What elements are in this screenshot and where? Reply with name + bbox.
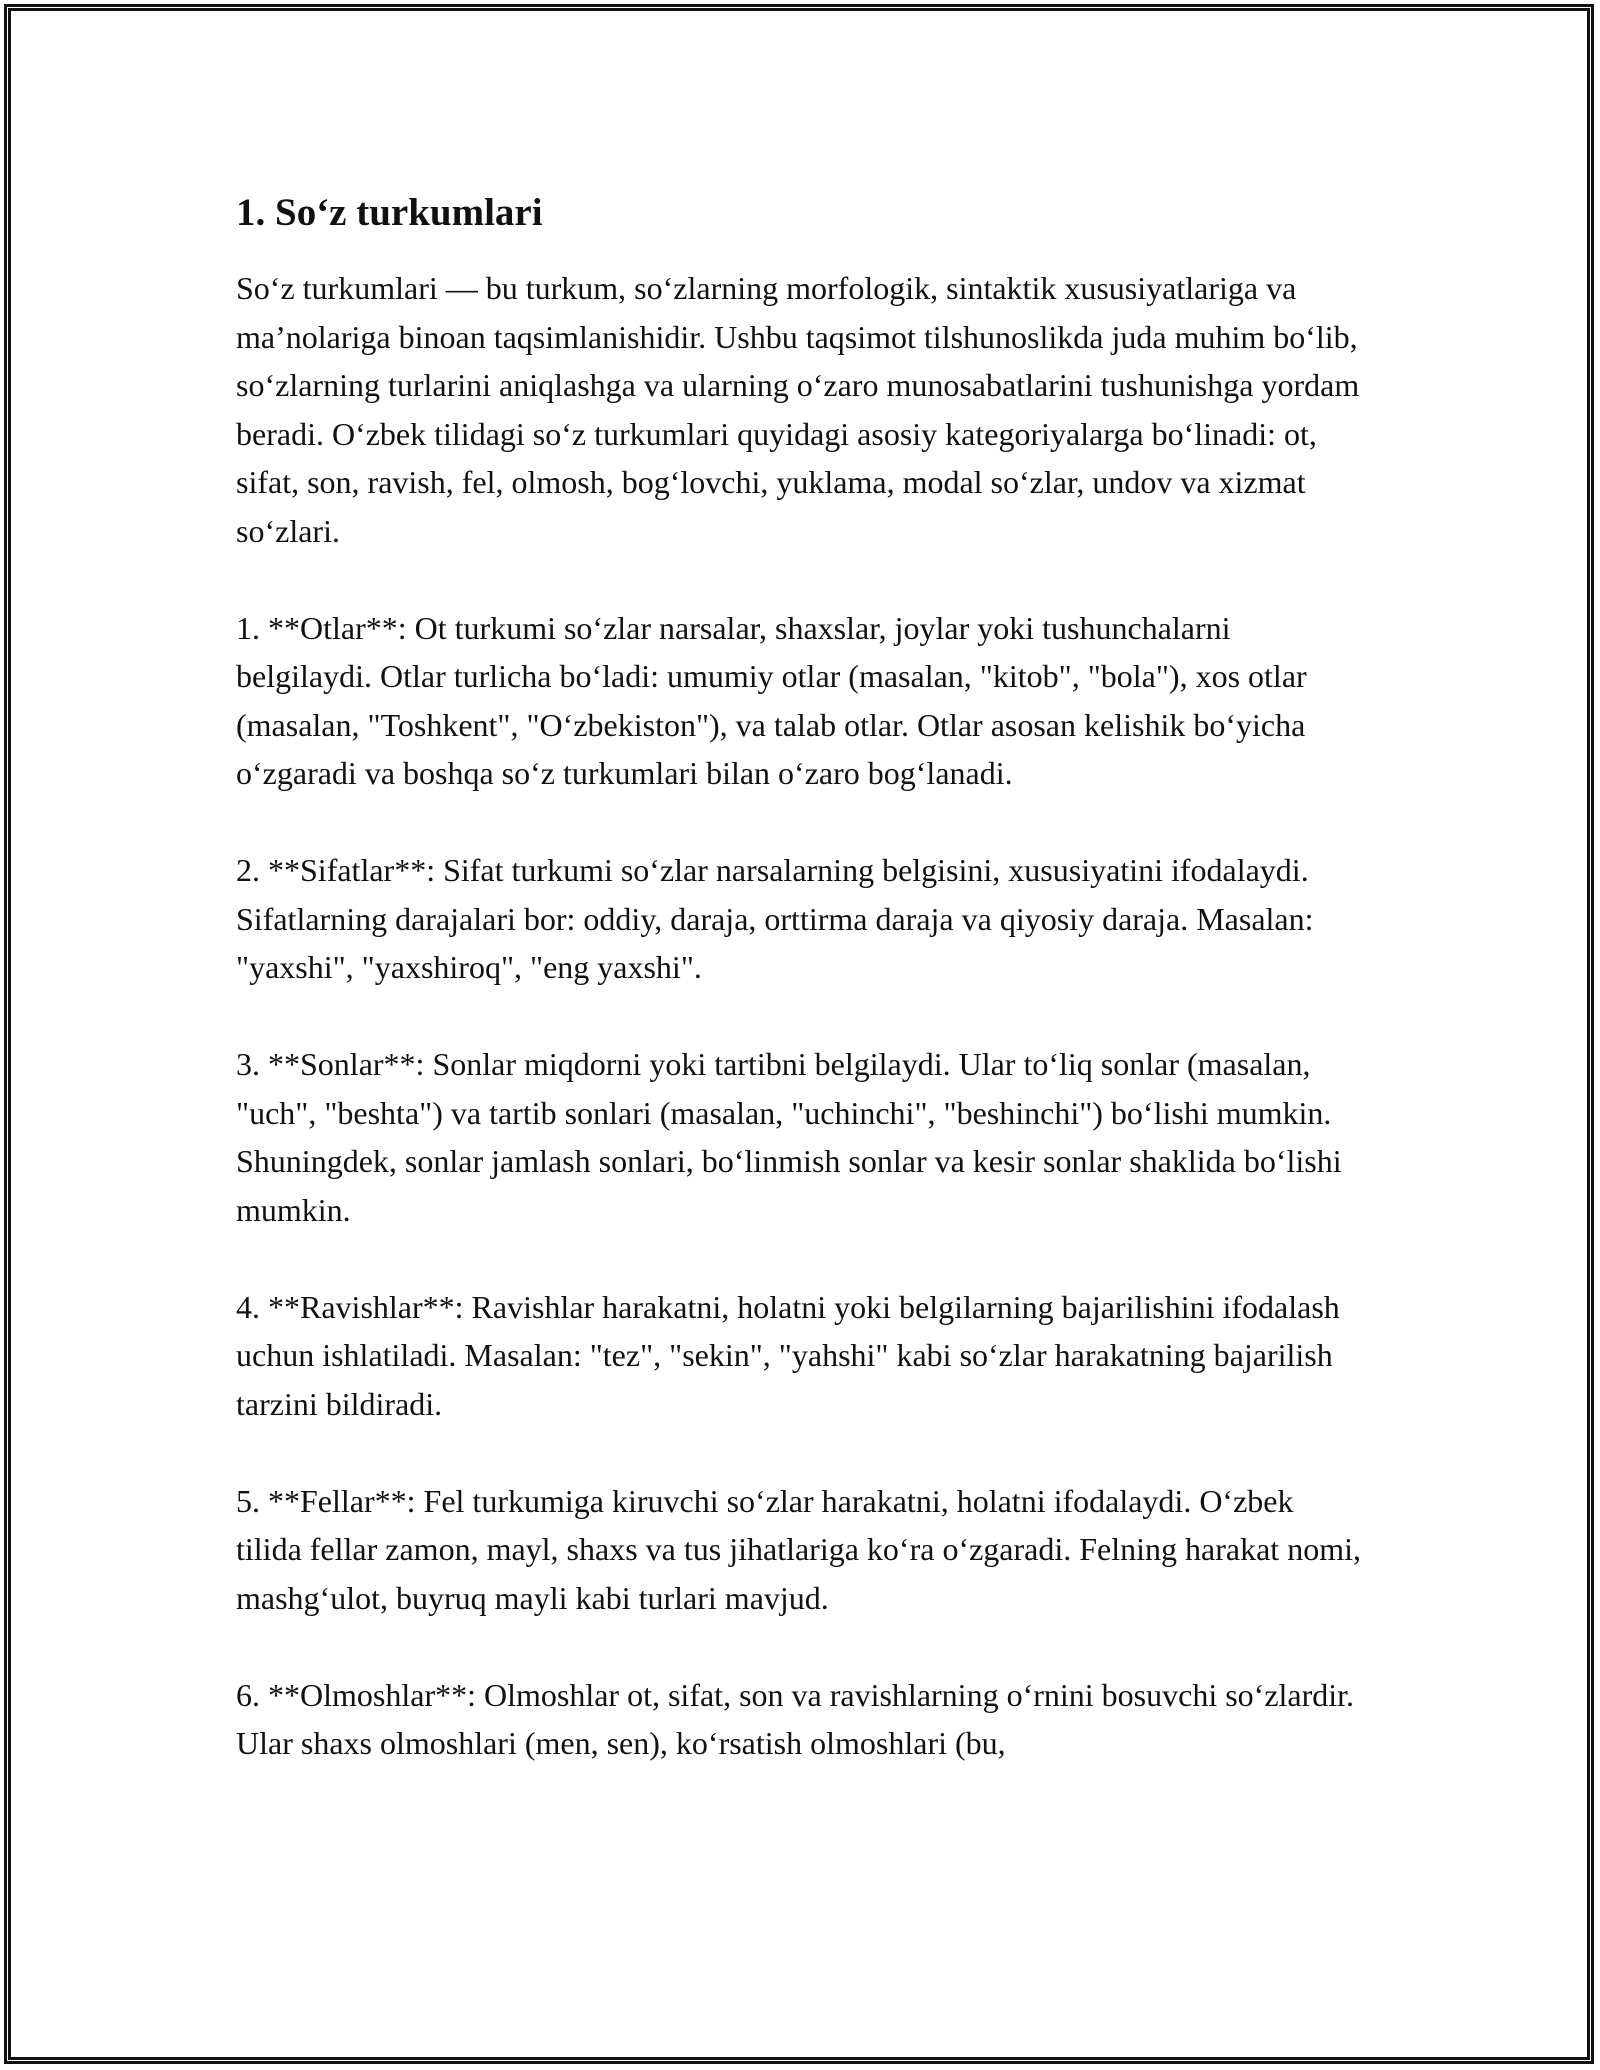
paragraph-sifatlar: 2. **Sifatlar**: Sifat turkumi so‘zlar narsalarning belgisini, xususiyatini ifodalaydi. Sifatlarning darajalari bor: oddiy, daraja, orttirma daraja va qiyosiy daraja. Masalan: "yaxshi", "yaxshiroq", "eng yaxshi". xyxy=(236,852,1314,985)
paragraph-fellar: 5. **Fellar**: Fel turkumiga kiruvchi so‘zlar harakatni, holatni ifodalaydi. O‘zbek tilida fellar zamon, mayl, shaxs va tus jihatlariga ko‘ra o‘zgaradi. Felning harakat nomi, mashg‘ulot, buyruq mayli kabi turlari mavjud. xyxy=(236,1482,1361,1616)
document-body xyxy=(236,188,1366,1816)
paragraph-otlar: 1. **Otlar**: Ot turkumi so‘zlar narsalar, shaxslar, joylar yoki tushunchalarni belgilaydi. Otlar turlicha bo‘ladi: umumiy otlar (masalan, "kitob", "bola"), xos otlar (masalan, "Toshkent", "O‘zbekiston"), va talab otlar. Otlar asosan kelishik bo‘yicha o‘zgaradi va boshqa so‘z turkumlari bilan o‘zaro bog‘lanadi. xyxy=(236,609,1307,791)
paragraph-olmoshlar: 6. **Olmoshlar**: Olmoshlar ot, sifat, son va ravishlarning o‘rnini bosuvchi so‘zlardir. Ular shaxs olmoshlari (men, sen), ko‘rsatish olmoshlari (bu, xyxy=(236,1676,1355,1761)
paragraph-ravishlar: 4. **Ravishlar**: Ravishlar harakatni, holatni yoki belgilarning bajarilishini ifodalash uchun ishlatiladi. Masalan: "tez", "sekin", "yahshi" kabi so‘zlar harakatning bajarilish tarzini bildiradi. xyxy=(236,1288,1340,1422)
section-heading: 1. So‘z turkumlari xyxy=(236,191,543,234)
paragraph-sonlar: 3. **Sonlar**: Sonlar miqdorni yoki tartibni belgilaydi. Ular to‘liq sonlar (masalan, "uch", "beshta") va tartib sonlari (masalan, "uchinchi", "beshinchi") bo‘lishi mumkin. Shuningdek, sonlar jamlash sonlari, bo‘linmish sonlar va kesir sonlar shaklida bo‘lishi mumkin. xyxy=(236,1046,1342,1228)
intro-paragraph: So‘z turkumlari — bu turkum, so‘zlarning morfologik, sintaktik xususiyatlariga va ma’nolariga binoan taqsimlanishidir. Ushbu taqsimot tilshunoslikda juda muhim bo‘lib, so‘zlarning turlarini aniqlashga va ularning o‘zaro munosabatlarini tushunishga yordam beradi. O‘zbek tilidagi so‘z turkumlari quyidagi asosiy kategoriyalarga bo‘linadi: ot, sifat, son, ravish, fel, olmosh, bog‘lovchi, yuklama, modal so‘zlar, undov va xizmat so‘zlari. xyxy=(236,270,1360,549)
